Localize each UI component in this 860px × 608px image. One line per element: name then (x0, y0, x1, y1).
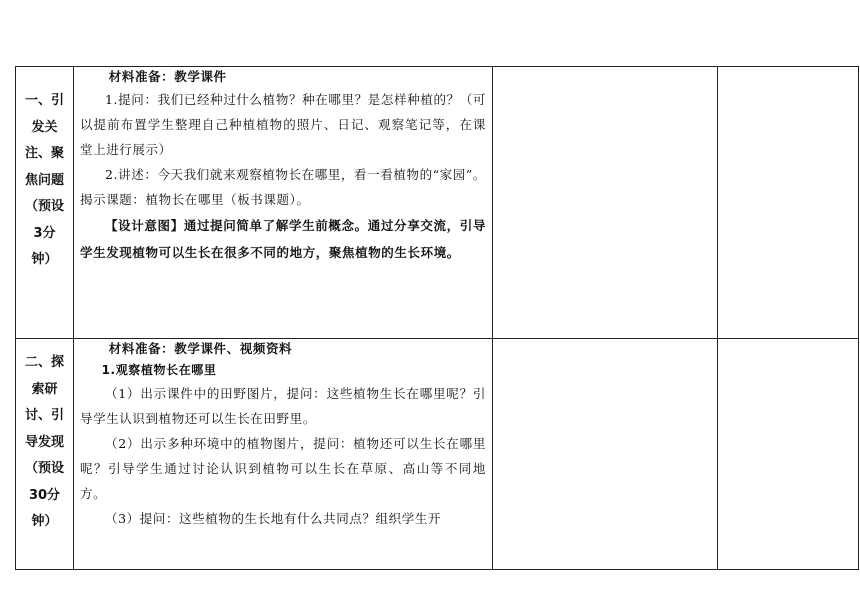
empty-cell (493, 339, 718, 570)
table-row (16, 339, 859, 570)
stage-cell (16, 67, 74, 339)
stage-line: 钟） (31, 514, 58, 529)
activity-cell (74, 339, 493, 570)
activity-paragraph: 1.提问：我们已经种过什么植物？种在哪里？是怎样种植的？（可以提前布置学生整理自己种植植物的照片、日记、观察笔记等，在课堂上进行展示） (80, 92, 486, 157)
activity-paragraph: （3）提问：这些植物的生长地有什么共同点？组织学生开 (105, 511, 442, 526)
stage-line: 讨、引 (24, 408, 64, 423)
empty-cell (493, 67, 718, 339)
stage-line: 3分 (33, 225, 56, 241)
lesson-plan-table (15, 66, 859, 570)
stage-line: 二、探 (24, 355, 64, 370)
stage-line: 钟） (31, 252, 58, 267)
materials-prep: 材料准备：教学课件 (108, 69, 227, 84)
stage-line: 注、聚 (24, 146, 64, 161)
activity-cell (74, 67, 493, 339)
table-row (16, 67, 859, 339)
stage-line: （预设 (24, 461, 64, 476)
stage-line: 导发现 (24, 434, 64, 450)
empty-cell (718, 339, 859, 570)
activity-paragraph: 2.讲述：今天我们就来观察植物长在哪里，看一看植物的“家园”。揭示课题：植物长在哪里（板书课题）。 (80, 167, 486, 207)
design-intent: 【设计意图】通过提问简单了解学生前概念。通过分享交流，引导学生发现植物可以生长在很多不同的地方，聚焦植物的生长环境。 (80, 218, 486, 260)
materials-prep: 材料准备：教学课件、视频资料 (108, 341, 293, 356)
stage-line: 焦问题 (24, 172, 64, 188)
stage-line: 30分 (28, 487, 61, 503)
empty-cell (718, 67, 859, 339)
stage-cell (16, 339, 74, 570)
activity-paragraph: （1）出示课件中的田野图片，提问：这些植物生长在哪里呢？引导学生认识到植物还可以生长在田野里。 (80, 386, 486, 426)
stage-line: 索研 (31, 381, 58, 397)
stage-line: 发关 (31, 119, 58, 135)
stage-line: （预设 (24, 199, 64, 214)
sub-heading: 1.观察植物长在哪里 (101, 363, 217, 377)
activity-paragraph: （2）出示多种环境中的植物图片，提问：植物还可以生长在哪里呢？引导学生通过讨论认识到植物可以生长在草原、高山等不同地方。 (80, 436, 486, 501)
stage-line: 一、引 (24, 93, 64, 108)
